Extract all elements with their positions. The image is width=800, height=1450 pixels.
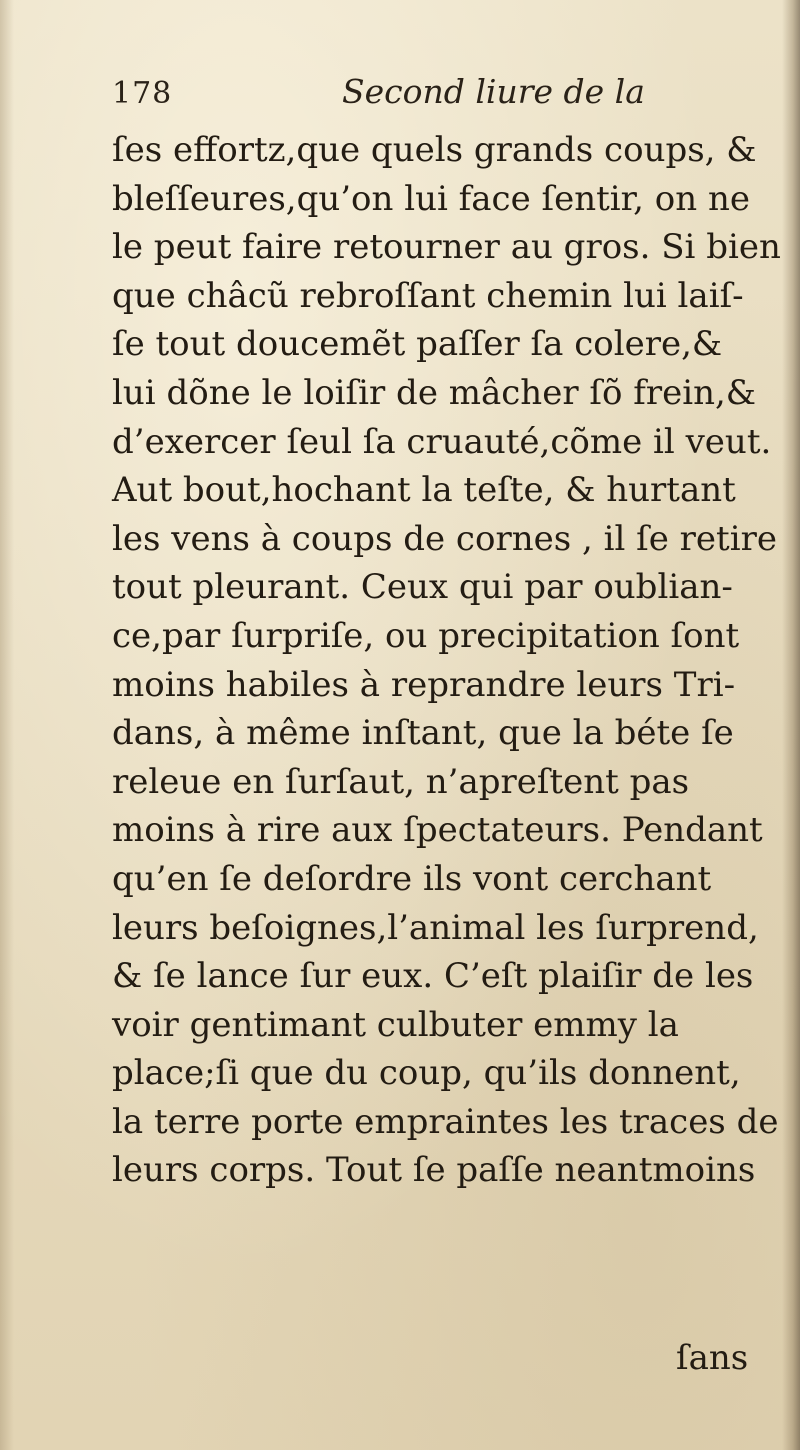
- catchword: ſans: [676, 1338, 749, 1378]
- text-line: ſe tout doucemẽt paſſer ſa colere,&: [112, 324, 723, 365]
- text-line: ſes effortz,que quels grands coups, &: [112, 130, 757, 170]
- page-number: 178: [112, 76, 173, 111]
- text-line: moins habiles à reprandre leurs Tri-: [112, 664, 736, 705]
- text-line: les vens à coups de cornes , il ſe retire: [112, 518, 777, 559]
- text-line: d’exercer ſeul ſa cruauté,cõme il veut.: [112, 421, 772, 462]
- text-line: leurs corps. Tout ſe paſſe neantmoins: [112, 1150, 756, 1191]
- text-line: & ſe lance ſur eux. C’eſt plaiſir de les: [112, 956, 754, 997]
- text-line: le peut faire retourner au gros. Si bien: [112, 227, 781, 268]
- text-line: releue en ſurſaut, n’apreſtent pas: [112, 761, 690, 802]
- text-line: bleſſeures,qu’on lui face ſentir, on ne: [112, 178, 750, 219]
- running-head: Second liure de la: [342, 72, 645, 111]
- page-header: [112, 70, 762, 120]
- text-line: dans, à même inſtant, que la béte ſe: [112, 713, 734, 754]
- page-right-edge-shadow: [782, 0, 800, 1450]
- text-line: qu’en ſe deſordre ils vont cerchant: [112, 858, 712, 899]
- page-left-edge-shadow: [0, 0, 14, 1450]
- text-line: tout pleurant. Ceux qui par oublian-: [112, 567, 733, 608]
- body-text: [112, 126, 782, 1195]
- text-line: moins à rire aux ſpectateurs. Pendant: [112, 810, 763, 851]
- text-line: lui dõne le loiſir de mâcher ſõ frein,&: [112, 372, 757, 413]
- text-line: que châcũ rebroſſant chemin lui laiſ-: [112, 275, 744, 316]
- text-line: voir gentimant culbuter emmy la: [112, 1004, 679, 1045]
- text-line: Aut bout,hochant la teſte, & hurtant: [112, 470, 736, 511]
- text-line: leurs beſoignes,l’animal les ſurprend,: [112, 907, 759, 948]
- text-line: ce,par ſurpriſe, ou precipitation ſont: [112, 615, 740, 656]
- text-line: place;ſi que du coup, qu’ils donnent,: [112, 1053, 741, 1094]
- text-line: la terre porte empraintes les traces de: [112, 1101, 779, 1142]
